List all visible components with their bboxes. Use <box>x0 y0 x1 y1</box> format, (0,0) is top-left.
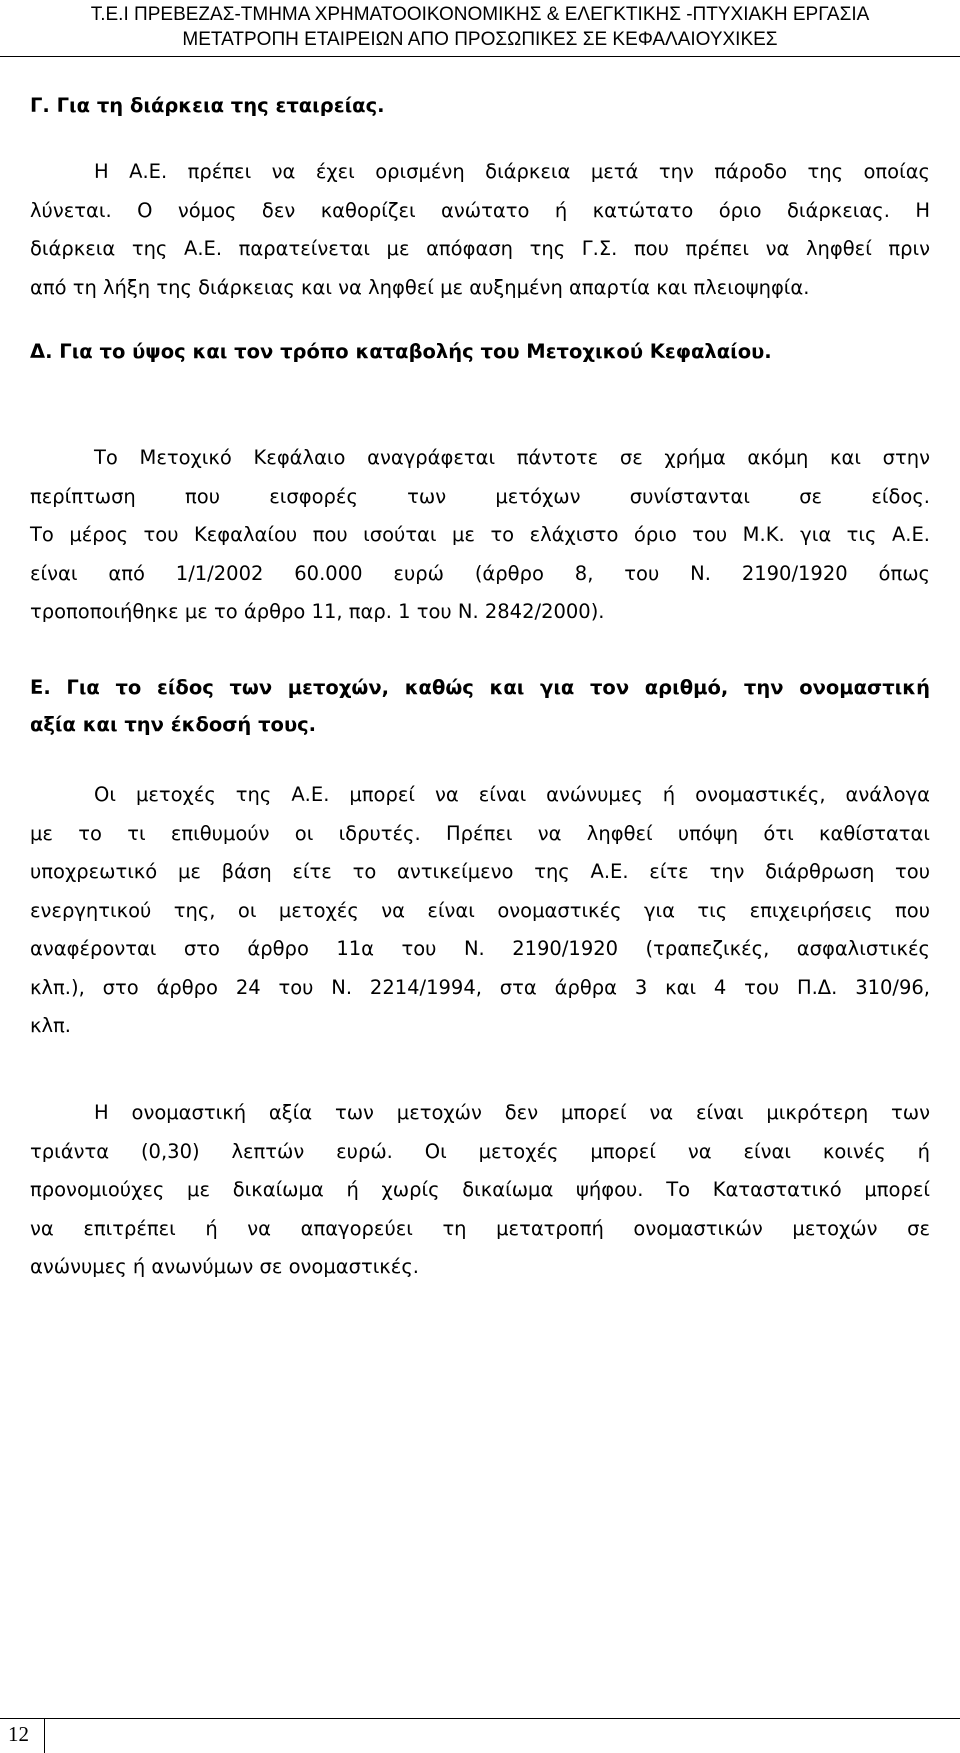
text-line: Το μέρος του Κεφαλαίου που ισούται με το ελάχιστο όριο του Μ.Κ. για τις Α.Ε. <box>30 523 930 546</box>
text-line: διάρκεια της Α.Ε. παρατείνεται με απόφαση της Γ.Σ. που πρέπει να ληφθεί πριν <box>30 237 930 260</box>
text-line: λύνεται. Ο νόμος δεν καθορίζει ανώτατο ή κατώτατο όριο διάρκειας. Η <box>30 198 930 222</box>
header-rule <box>0 56 960 57</box>
running-header <box>0 2 960 52</box>
text-line: ανώνυμες ή ανωνύμων σε ονομαστικές. <box>30 1255 419 1278</box>
header-line-1: Τ.Ε.Ι ΠΡΕΒΕΖΑΣ-ΤΜΗΜΑ ΧΡΗΜΑΤΟΟΙΚΟΝΟΜΙΚΗΣ & ΕΛΕΓΚΤΙΚΗΣ -ΠΤΥΧΙΑΚΗ ΕΡΓΑΣΙΑ <box>90 4 870 25</box>
text-line: Οι μετοχές της Α.Ε. μπορεί να είναι ανώνυμες ή ονομαστικές, ανάλογα <box>94 783 930 806</box>
section-g-heading: Γ. Για τη διάρκεια της εταιρείας. <box>30 94 385 117</box>
section-e-heading <box>30 669 930 743</box>
text-line: περίπτωση που εισφορές των μετόχων συνίστανται σε είδος. <box>30 484 930 508</box>
page-number: 12 <box>8 1722 29 1746</box>
text-line: κλπ. <box>30 1014 71 1037</box>
text-line: κλπ.), στο άρθρο 24 του Ν. 2214/1994, στα άρθρα 3 και 4 του Π.Δ. 310/96, <box>30 975 930 999</box>
section-g-paragraph <box>30 153 930 307</box>
header-line-2: ΜΕΤΑΤΡΟΠΗ ΕΤΑΙΡΕΙΩΝ ΑΠΟ ΠΡΟΣΩΠΙΚΕΣ ΣΕ ΚΕΦΑΛΑΙΟΥΧΙΚΕΣ <box>182 29 778 50</box>
section-e-heading-line-1: Ε. Για το είδος των μετοχών, καθώς και για τον αριθμό, την ονομαστική <box>30 676 930 699</box>
text-line: τριάντα (0,30) λεπτών ευρώ. Οι μετοχές μπορεί να είναι κοινές ή <box>30 1139 930 1163</box>
text-line: αναφέρονται στο άρθρο 11α του Ν. 2190/1920 (τραπεζικές, ασφαλιστικές <box>30 937 930 960</box>
text-line: ενεργητικού της, οι μετοχές να είναι ονομαστικές για τις επιχειρήσεις που <box>30 898 930 922</box>
text-line: με το τι επιθυμούν οι ιδρυτές. Πρέπει να ληφθεί υπόψη ότι καθίσταται <box>30 821 930 845</box>
text-line: να επιτρέπει ή να απαγορεύει τη μετατροπή ονομαστικών μετοχών σε <box>30 1216 930 1240</box>
footer-rule <box>0 1718 960 1719</box>
text-line: προνομιούχες με δικαίωμα ή χωρίς δικαίωμα ψήφου. Το Καταστατικό μπορεί <box>30 1178 930 1201</box>
text-line: τροποποιήθηκε με το άρθρο 11, παρ. 1 του Ν. 2842/2000). <box>30 600 605 623</box>
section-e-paragraph-2 <box>30 1094 930 1287</box>
text-line: από τη λήξη της διάρκειας και να ληφθεί με αυξημένη απαρτία και πλειοψηφία. <box>30 275 810 299</box>
text-line: Η Α.Ε. πρέπει να έχει ορισμένη διάρκεια μετά την πάροδο της οποίας <box>94 160 930 183</box>
text-line: είναι από 1/1/2002 60.000 ευρώ (άρθρο 8, του Ν. 2190/1920 όπως <box>30 561 930 585</box>
text-line: Το Μετοχικό Κεφάλαιο αναγράφεται πάντοτε σε χρήμα ακόμη και στην <box>94 446 930 469</box>
section-d-heading: Δ. Για το ύψος και τον τρόπο καταβολής του Μετοχικού Κεφαλαίου. <box>30 340 772 363</box>
section-e-heading-line-2: αξία και την έκδοσή τους. <box>30 713 317 736</box>
text-line: υποχρεωτικό με βάση είτε το αντικείμενο της Α.Ε. είτε την διάρθρωση του <box>30 860 930 883</box>
section-d-paragraph <box>30 439 930 632</box>
text-line: Η ονομαστική αξία των μετοχών δεν μπορεί να είναι μικρότερη των <box>94 1101 930 1124</box>
section-e-paragraph-1 <box>30 776 930 1046</box>
